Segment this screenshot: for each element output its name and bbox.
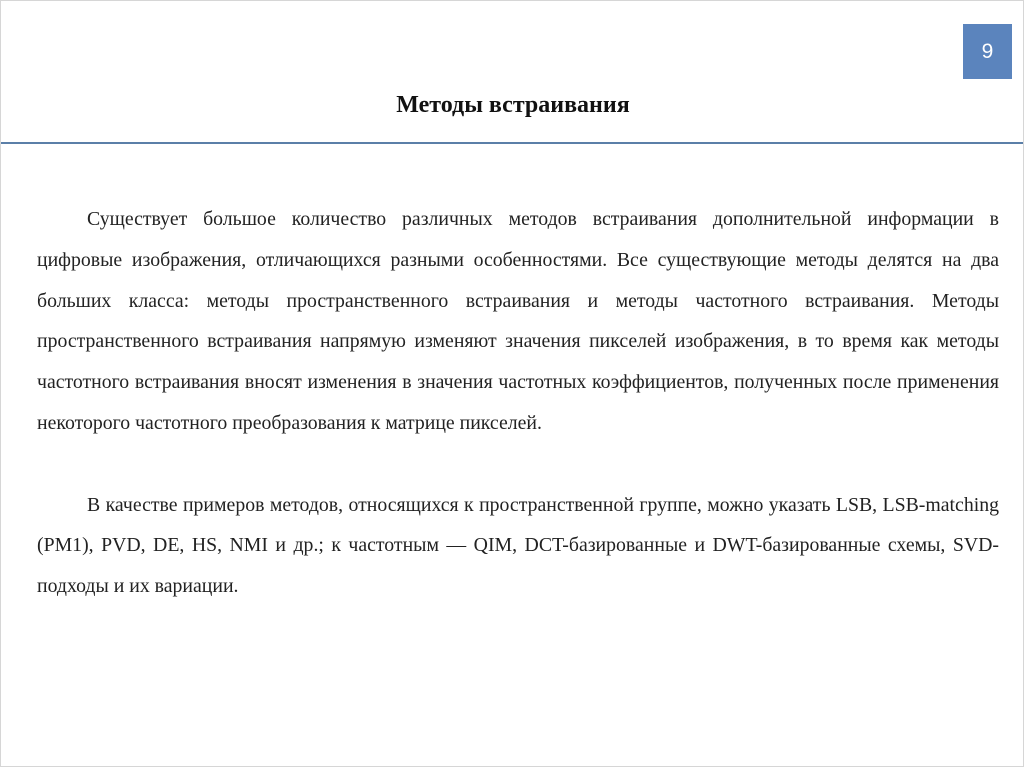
slide-title: Методы встраивания	[396, 92, 630, 118]
body-paragraph-2: В качестве примеров методов, относящихся к пространственной группе, можно указать LSB, LSB-matching (PM1), PVD, DE, HS, NMI и др.; к частотным — QIM, DCT-базированные и DWT-базированные схемы, SVD-подходы и их вариации.	[37, 493, 999, 598]
title-divider	[1, 142, 1024, 144]
slide-body	[37, 199, 999, 607]
page-number-badge: 9	[963, 24, 1012, 79]
body-paragraph-1: Существует большое количество различных методов встраивания дополнительной информации в цифровые изображения, отличающихся разными особенностями. Все существующие методы делятся на два больших класса: методы пространственного встраивания и методы частотного встраивания. Методы пространственного встраивания напрямую изменяют значения пикселей изображения, в то время как методы частотного встраивания вносят изменения в значения частотных коэффициентов, полученных после применения некоторого частотного преобразования к матрице пикселей.	[37, 208, 999, 434]
